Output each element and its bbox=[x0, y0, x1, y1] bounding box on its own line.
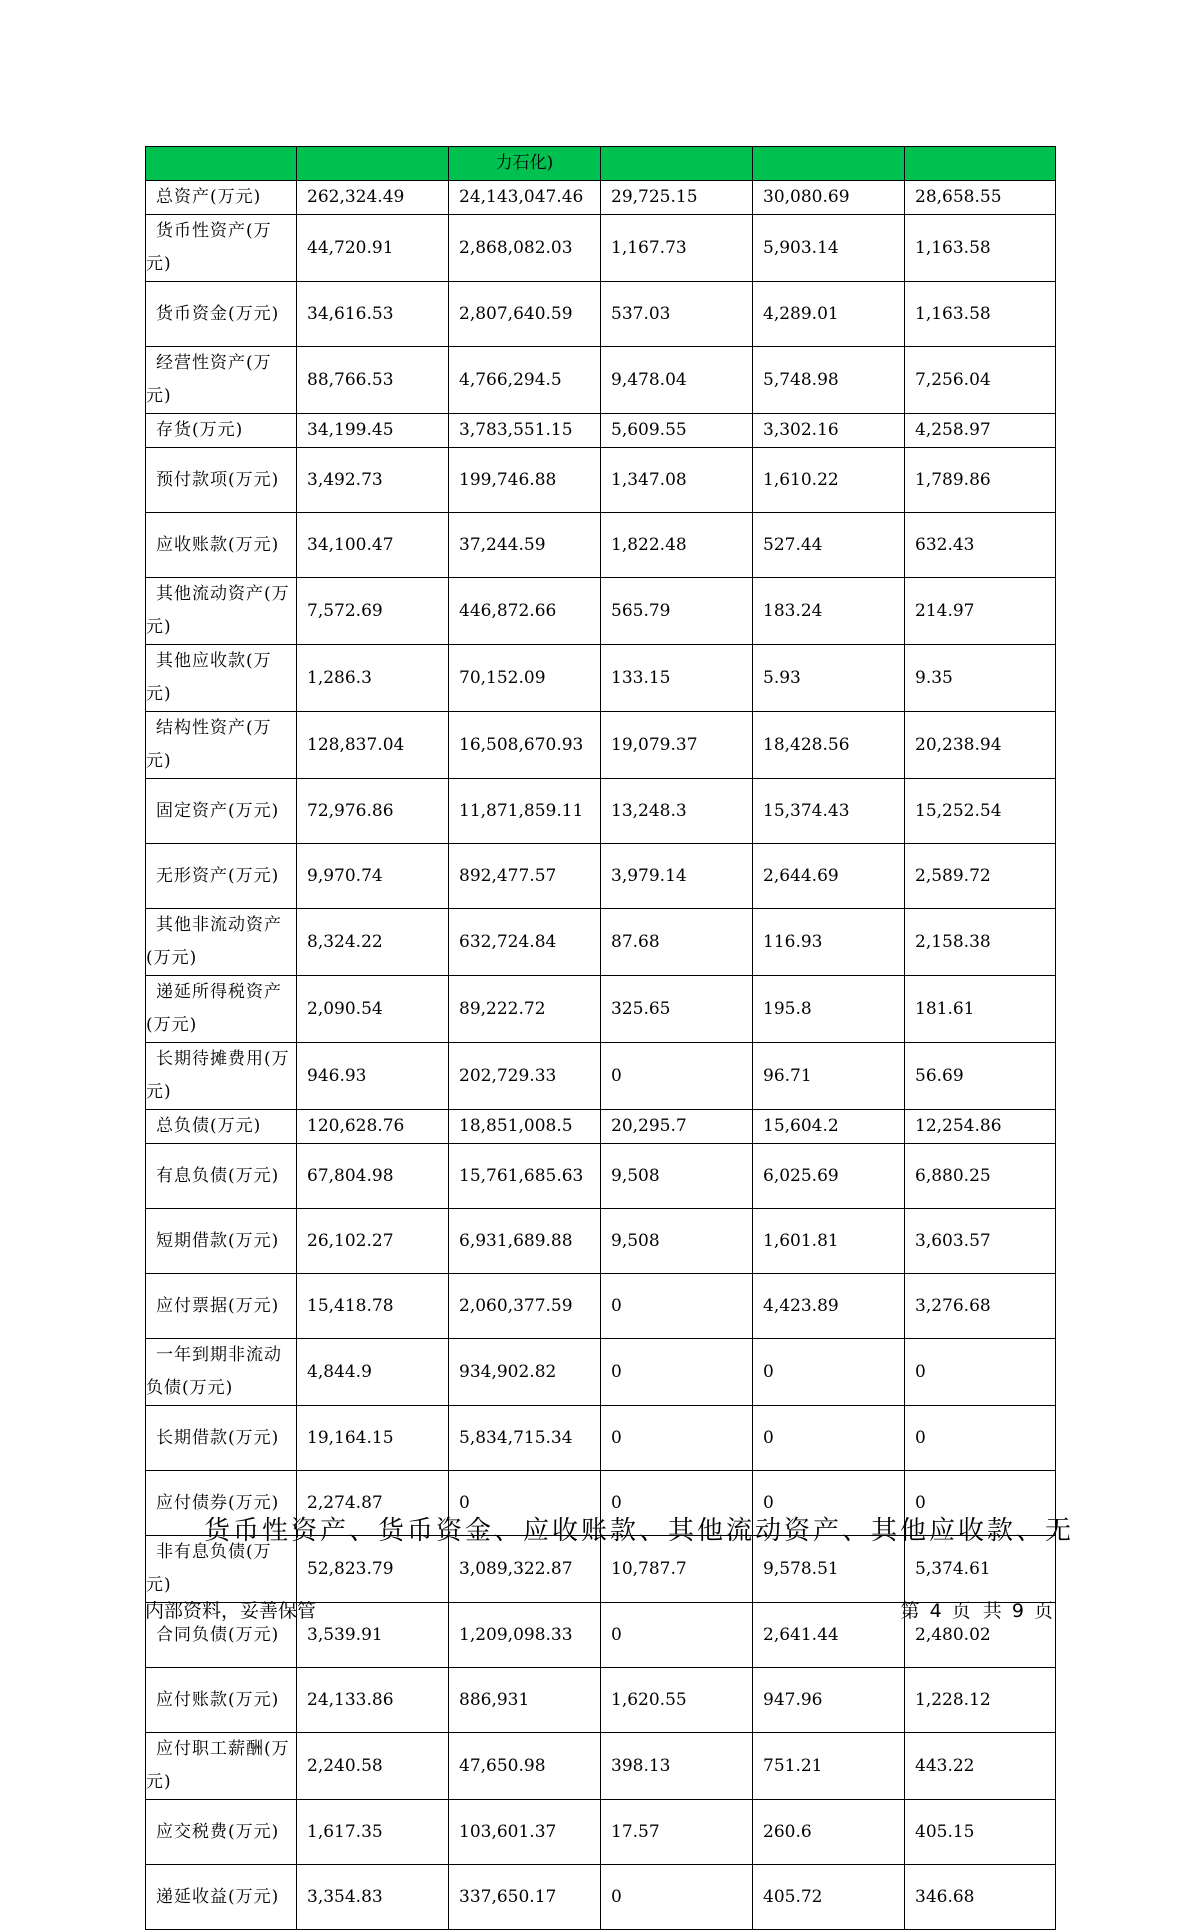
value-cell: 4,844.9 bbox=[297, 1339, 449, 1406]
value-cell: 1,163.58 bbox=[905, 282, 1056, 347]
value-cell: 3,089,322.87 bbox=[449, 1536, 601, 1603]
value-cell: 5,609.55 bbox=[601, 414, 753, 448]
value-cell: 8,324.22 bbox=[297, 909, 449, 976]
value-cell: 24,133.86 bbox=[297, 1668, 449, 1733]
value-cell: 0 bbox=[753, 1406, 905, 1471]
value-cell: 5,903.14 bbox=[753, 215, 905, 282]
value-cell: 1,167.73 bbox=[601, 215, 753, 282]
value-cell: 9,508 bbox=[601, 1209, 753, 1274]
row-label: 一年到期非流动负债(万元) bbox=[146, 1339, 297, 1406]
row-label: 非有息负债(万元) bbox=[146, 1536, 297, 1603]
value-cell: 4,289.01 bbox=[753, 282, 905, 347]
table-row bbox=[146, 513, 1056, 578]
footer-confidential-note: 内部资料，妥善保管 bbox=[145, 1600, 317, 1622]
value-cell: 70,152.09 bbox=[449, 645, 601, 712]
value-cell: 3,354.83 bbox=[297, 1865, 449, 1930]
row-label: 其他应收款(万元) bbox=[146, 645, 297, 712]
value-cell: 1,601.81 bbox=[753, 1209, 905, 1274]
value-cell: 128,837.04 bbox=[297, 712, 449, 779]
value-cell: 3,302.16 bbox=[753, 414, 905, 448]
value-cell: 3,492.73 bbox=[297, 448, 449, 513]
table-row bbox=[146, 1406, 1056, 1471]
row-label: 结构性资产(万元) bbox=[146, 712, 297, 779]
value-cell: 1,789.86 bbox=[905, 448, 1056, 513]
row-label: 应付债券(万元) bbox=[146, 1471, 297, 1536]
value-cell: 15,418.78 bbox=[297, 1274, 449, 1339]
value-cell: 1,610.22 bbox=[753, 448, 905, 513]
table-row bbox=[146, 645, 1056, 712]
table-row bbox=[146, 1865, 1056, 1930]
value-cell: 89,222.72 bbox=[449, 976, 601, 1043]
value-cell: 202,729.33 bbox=[449, 1043, 601, 1110]
row-label: 有息负债(万元) bbox=[146, 1144, 297, 1209]
row-label: 应付票据(万元) bbox=[146, 1274, 297, 1339]
value-cell: 6,880.25 bbox=[905, 1144, 1056, 1209]
value-cell: 0 bbox=[601, 1471, 753, 1536]
value-cell: 30,080.69 bbox=[753, 181, 905, 215]
value-cell: 34,100.47 bbox=[297, 513, 449, 578]
financial-table bbox=[145, 146, 1056, 1930]
value-cell: 195.8 bbox=[753, 976, 905, 1043]
row-label: 总负债(万元) bbox=[146, 1110, 297, 1144]
table-row bbox=[146, 578, 1056, 645]
value-cell: 1,286.3 bbox=[297, 645, 449, 712]
row-label: 预付款项(万元) bbox=[146, 448, 297, 513]
table-row bbox=[146, 1043, 1056, 1110]
value-cell: 7,256.04 bbox=[905, 347, 1056, 414]
value-cell: 183.24 bbox=[753, 578, 905, 645]
value-cell: 2,807,640.59 bbox=[449, 282, 601, 347]
value-cell: 1,620.55 bbox=[601, 1668, 753, 1733]
header-cell bbox=[601, 147, 753, 181]
value-cell: 325.65 bbox=[601, 976, 753, 1043]
value-cell: 2,090.54 bbox=[297, 976, 449, 1043]
row-label: 递延收益(万元) bbox=[146, 1865, 297, 1930]
value-cell: 2,060,377.59 bbox=[449, 1274, 601, 1339]
table-row bbox=[146, 779, 1056, 844]
table-row bbox=[146, 1339, 1056, 1406]
value-cell: 120,628.76 bbox=[297, 1110, 449, 1144]
value-cell: 892,477.57 bbox=[449, 844, 601, 909]
table-row bbox=[146, 976, 1056, 1043]
table-row bbox=[146, 844, 1056, 909]
row-label: 长期借款(万元) bbox=[146, 1406, 297, 1471]
value-cell: 2,868,082.03 bbox=[449, 215, 601, 282]
value-cell: 9.35 bbox=[905, 645, 1056, 712]
row-label: 合同负债(万元) bbox=[146, 1603, 297, 1668]
value-cell: 405.72 bbox=[753, 1865, 905, 1930]
value-cell: 7,572.69 bbox=[297, 578, 449, 645]
table-row bbox=[146, 448, 1056, 513]
value-cell: 4,766,294.5 bbox=[449, 347, 601, 414]
row-label: 无形资产(万元) bbox=[146, 844, 297, 909]
table-row bbox=[146, 1209, 1056, 1274]
value-cell: 20,238.94 bbox=[905, 712, 1056, 779]
value-cell: 2,158.38 bbox=[905, 909, 1056, 976]
value-cell: 260.6 bbox=[753, 1800, 905, 1865]
value-cell: 934,902.82 bbox=[449, 1339, 601, 1406]
value-cell: 5,374.61 bbox=[905, 1536, 1056, 1603]
value-cell: 88,766.53 bbox=[297, 347, 449, 414]
value-cell: 0 bbox=[601, 1274, 753, 1339]
value-cell: 103,601.37 bbox=[449, 1800, 601, 1865]
value-cell: 34,616.53 bbox=[297, 282, 449, 347]
value-cell: 751.21 bbox=[753, 1733, 905, 1800]
value-cell: 28,658.55 bbox=[905, 181, 1056, 215]
page-total: 9 bbox=[1011, 1600, 1024, 1622]
value-cell: 632,724.84 bbox=[449, 909, 601, 976]
value-cell: 446,872.66 bbox=[449, 578, 601, 645]
value-cell: 0 bbox=[753, 1471, 905, 1536]
value-cell: 87.68 bbox=[601, 909, 753, 976]
value-cell: 0 bbox=[905, 1406, 1056, 1471]
value-cell: 24,143,047.46 bbox=[449, 181, 601, 215]
value-cell: 4,258.97 bbox=[905, 414, 1056, 448]
value-cell: 6,025.69 bbox=[753, 1144, 905, 1209]
value-cell: 398.13 bbox=[601, 1733, 753, 1800]
value-cell: 133.15 bbox=[601, 645, 753, 712]
value-cell: 18,428.56 bbox=[753, 712, 905, 779]
value-cell: 0 bbox=[601, 1603, 753, 1668]
value-cell: 0 bbox=[905, 1339, 1056, 1406]
row-label: 货币性资产(万元) bbox=[146, 215, 297, 282]
value-cell: 0 bbox=[601, 1043, 753, 1110]
value-cell: 3,979.14 bbox=[601, 844, 753, 909]
page-mid: 页 共 bbox=[951, 1600, 1002, 1622]
value-cell: 3,539.91 bbox=[297, 1603, 449, 1668]
value-cell: 443.22 bbox=[905, 1733, 1056, 1800]
value-cell: 15,761,685.63 bbox=[449, 1144, 601, 1209]
value-cell: 67,804.98 bbox=[297, 1144, 449, 1209]
value-cell: 15,374.43 bbox=[753, 779, 905, 844]
value-cell: 1,163.58 bbox=[905, 215, 1056, 282]
value-cell: 56.69 bbox=[905, 1043, 1056, 1110]
value-cell: 18,851,008.5 bbox=[449, 1110, 601, 1144]
value-cell: 2,274.87 bbox=[297, 1471, 449, 1536]
value-cell: 946.93 bbox=[297, 1043, 449, 1110]
value-cell: 947.96 bbox=[753, 1668, 905, 1733]
header-cell bbox=[297, 147, 449, 181]
value-cell: 1,347.08 bbox=[601, 448, 753, 513]
row-label: 其他非流动资产(万元) bbox=[146, 909, 297, 976]
value-cell: 565.79 bbox=[601, 578, 753, 645]
row-label: 货币资金(万元) bbox=[146, 282, 297, 347]
table-row bbox=[146, 215, 1056, 282]
table-row bbox=[146, 1668, 1056, 1733]
row-label: 应付职工薪酬(万元) bbox=[146, 1733, 297, 1800]
value-cell: 346.68 bbox=[905, 1865, 1056, 1930]
table-row bbox=[146, 909, 1056, 976]
value-cell: 0 bbox=[601, 1339, 753, 1406]
value-cell: 34,199.45 bbox=[297, 414, 449, 448]
table-row bbox=[146, 1274, 1056, 1339]
table-header-row bbox=[146, 147, 1056, 181]
value-cell: 17.57 bbox=[601, 1800, 753, 1865]
row-label: 固定资产(万元) bbox=[146, 779, 297, 844]
value-cell: 13,248.3 bbox=[601, 779, 753, 844]
row-label: 其他流动资产(万元) bbox=[146, 578, 297, 645]
value-cell: 405.15 bbox=[905, 1800, 1056, 1865]
value-cell: 2,644.69 bbox=[753, 844, 905, 909]
row-label: 长期待摊费用(万元) bbox=[146, 1043, 297, 1110]
row-label: 应付账款(万元) bbox=[146, 1668, 297, 1733]
value-cell: 0 bbox=[601, 1865, 753, 1930]
value-cell: 116.93 bbox=[753, 909, 905, 976]
value-cell: 10,787.7 bbox=[601, 1536, 753, 1603]
value-cell: 199,746.88 bbox=[449, 448, 601, 513]
body-paragraph: 货币性资产、货币资金、应收账款、其他流动资产、其他应收款、无 bbox=[204, 1516, 1075, 1546]
table-row bbox=[146, 282, 1056, 347]
header-cell: 力石化) bbox=[449, 147, 601, 181]
value-cell: 9,970.74 bbox=[297, 844, 449, 909]
value-cell: 44,720.91 bbox=[297, 215, 449, 282]
value-cell: 3,603.57 bbox=[905, 1209, 1056, 1274]
value-cell: 886,931 bbox=[449, 1668, 601, 1733]
table-row bbox=[146, 1144, 1056, 1209]
value-cell: 2,589.72 bbox=[905, 844, 1056, 909]
header-cell bbox=[753, 147, 905, 181]
value-cell: 0 bbox=[449, 1471, 601, 1536]
value-cell: 9,578.51 bbox=[753, 1536, 905, 1603]
value-cell: 5,748.98 bbox=[753, 347, 905, 414]
row-label: 应收账款(万元) bbox=[146, 513, 297, 578]
value-cell: 2,240.58 bbox=[297, 1733, 449, 1800]
page-current: 4 bbox=[929, 1600, 942, 1622]
page-prefix: 第 bbox=[900, 1600, 920, 1622]
value-cell: 1,209,098.33 bbox=[449, 1603, 601, 1668]
table-row bbox=[146, 414, 1056, 448]
value-cell: 5,834,715.34 bbox=[449, 1406, 601, 1471]
header-cell bbox=[146, 147, 297, 181]
value-cell: 3,783,551.15 bbox=[449, 414, 601, 448]
value-cell: 96.71 bbox=[753, 1043, 905, 1110]
value-cell: 632.43 bbox=[905, 513, 1056, 578]
table-row bbox=[146, 712, 1056, 779]
row-label: 经营性资产(万元) bbox=[146, 347, 297, 414]
value-cell: 527.44 bbox=[753, 513, 905, 578]
value-cell: 1,228.12 bbox=[905, 1668, 1056, 1733]
table-row bbox=[146, 1733, 1056, 1800]
value-cell: 537.03 bbox=[601, 282, 753, 347]
value-cell: 15,604.2 bbox=[753, 1110, 905, 1144]
value-cell: 1,822.48 bbox=[601, 513, 753, 578]
financial-table-body bbox=[146, 147, 1056, 1930]
footer-page-number bbox=[899, 1596, 1056, 1623]
value-cell: 19,079.37 bbox=[601, 712, 753, 779]
value-cell: 52,823.79 bbox=[297, 1536, 449, 1603]
value-cell: 6,931,689.88 bbox=[449, 1209, 601, 1274]
value-cell: 2,641.44 bbox=[753, 1603, 905, 1668]
row-label: 总资产(万元) bbox=[146, 181, 297, 215]
value-cell: 262,324.49 bbox=[297, 181, 449, 215]
value-cell: 11,871,859.11 bbox=[449, 779, 601, 844]
value-cell: 47,650.98 bbox=[449, 1733, 601, 1800]
value-cell: 0 bbox=[753, 1339, 905, 1406]
value-cell: 37,244.59 bbox=[449, 513, 601, 578]
value-cell: 4,423.89 bbox=[753, 1274, 905, 1339]
value-cell: 9,508 bbox=[601, 1144, 753, 1209]
value-cell: 0 bbox=[601, 1406, 753, 1471]
value-cell: 26,102.27 bbox=[297, 1209, 449, 1274]
value-cell: 214.97 bbox=[905, 578, 1056, 645]
value-cell: 72,976.86 bbox=[297, 779, 449, 844]
row-label: 应交税费(万元) bbox=[146, 1800, 297, 1865]
row-label: 递延所得税资产(万元) bbox=[146, 976, 297, 1043]
value-cell: 337,650.17 bbox=[449, 1865, 601, 1930]
value-cell: 29,725.15 bbox=[601, 181, 753, 215]
value-cell: 181.61 bbox=[905, 976, 1056, 1043]
value-cell: 5.93 bbox=[753, 645, 905, 712]
value-cell: 2,480.02 bbox=[905, 1603, 1056, 1668]
value-cell: 12,254.86 bbox=[905, 1110, 1056, 1144]
value-cell: 19,164.15 bbox=[297, 1406, 449, 1471]
header-cell bbox=[905, 147, 1056, 181]
value-cell: 20,295.7 bbox=[601, 1110, 753, 1144]
value-cell: 3,276.68 bbox=[905, 1274, 1056, 1339]
row-label: 短期借款(万元) bbox=[146, 1209, 297, 1274]
value-cell: 16,508,670.93 bbox=[449, 712, 601, 779]
table-row bbox=[146, 181, 1056, 215]
value-cell: 15,252.54 bbox=[905, 779, 1056, 844]
value-cell: 1,617.35 bbox=[297, 1800, 449, 1865]
page-suffix: 页 bbox=[1033, 1600, 1053, 1622]
table-row bbox=[146, 1110, 1056, 1144]
value-cell: 9,478.04 bbox=[601, 347, 753, 414]
row-label: 存货(万元) bbox=[146, 414, 297, 448]
value-cell: 0 bbox=[905, 1471, 1056, 1536]
table-row bbox=[146, 1800, 1056, 1865]
table-row bbox=[146, 347, 1056, 414]
